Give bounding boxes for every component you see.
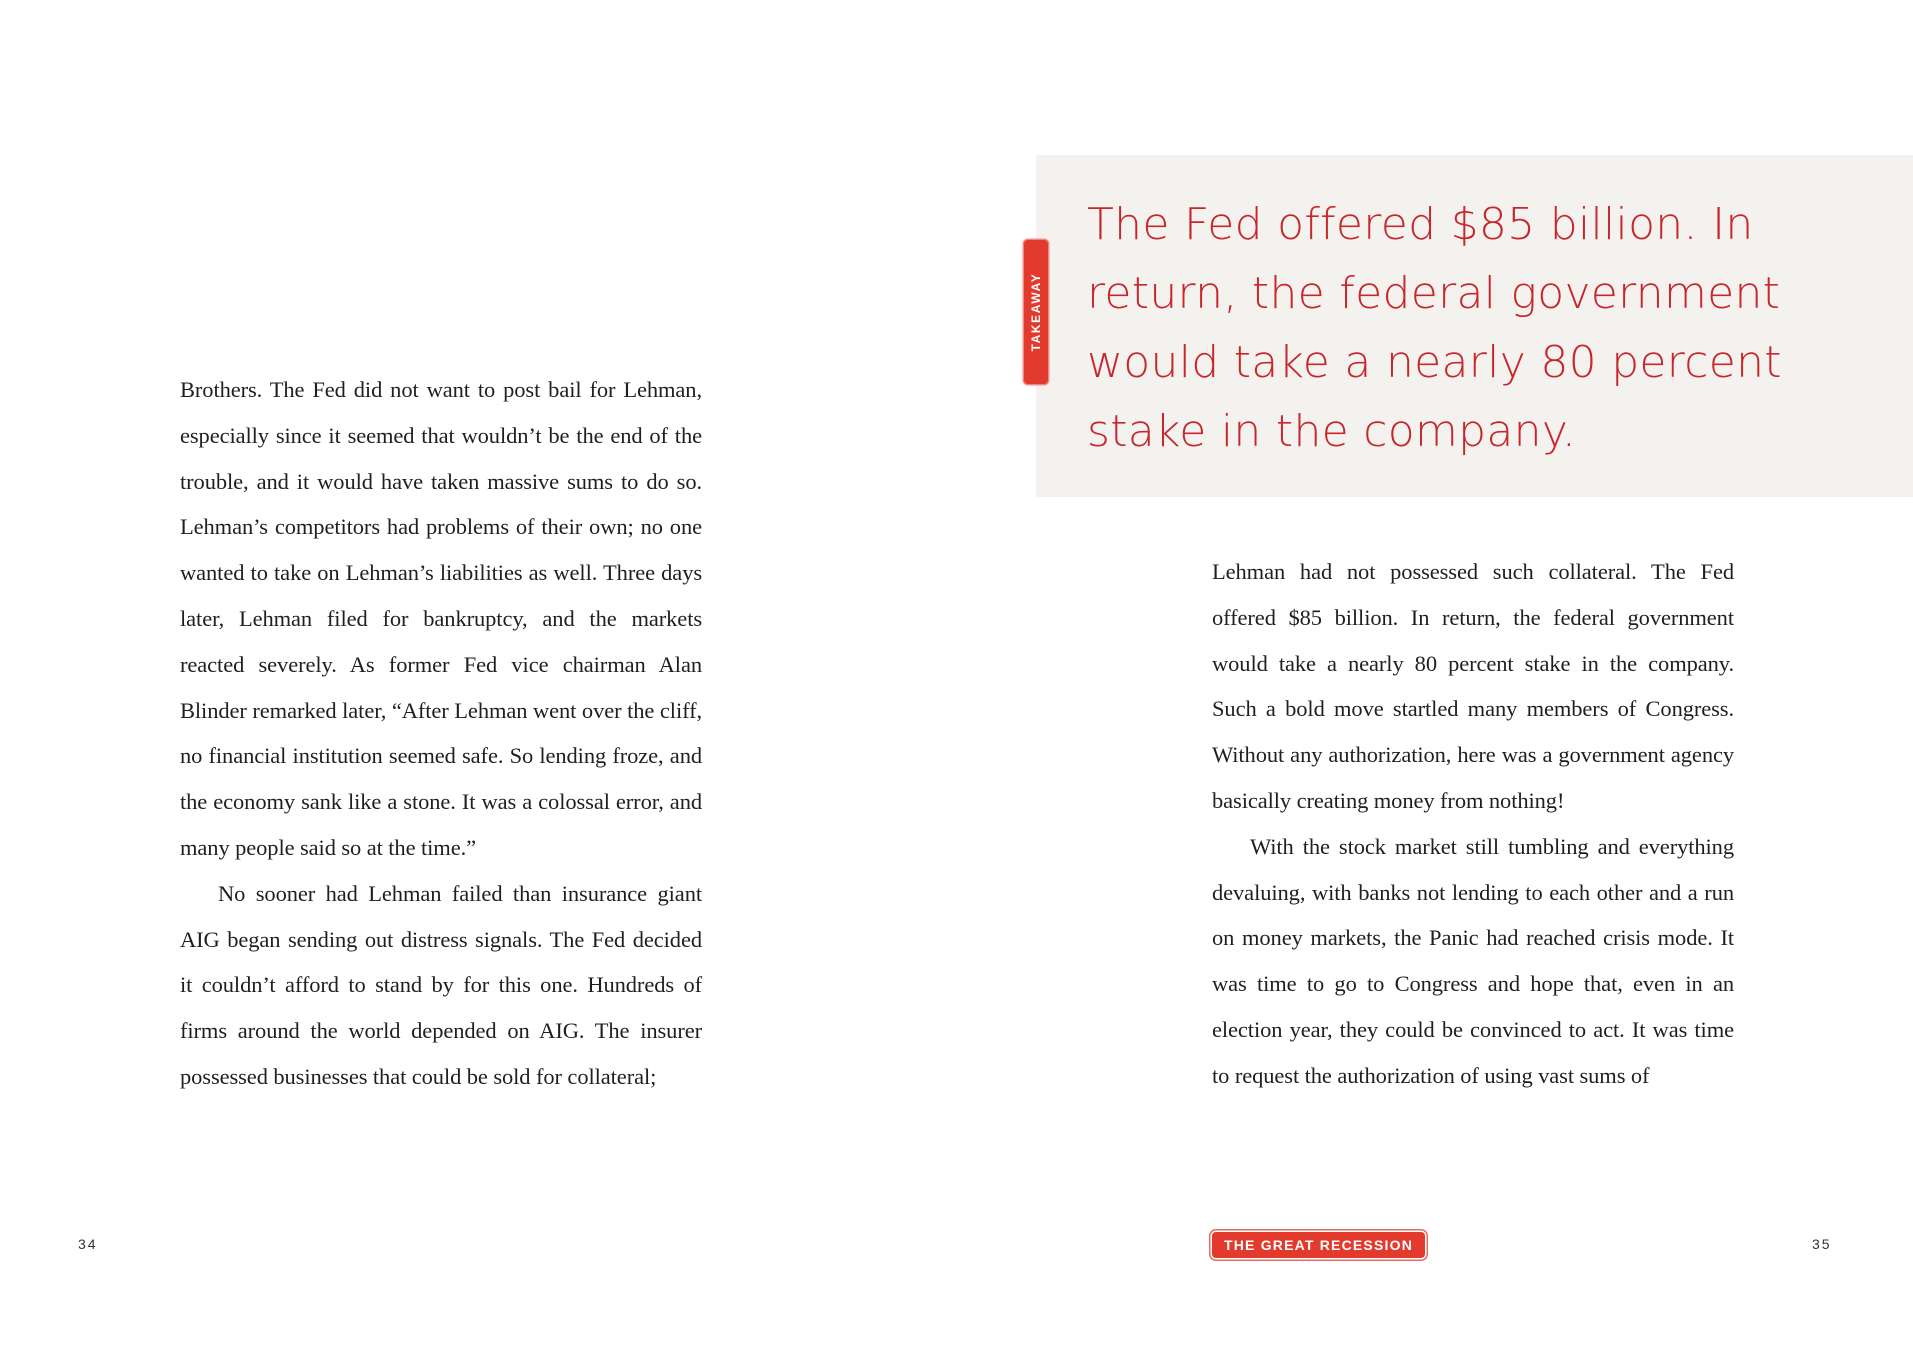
left-paragraph-2: No sooner had Lehman failed than insurance giant AIG began sending out distress signals. The Fed decided it couldn’t afford to stand by for this one. Hundreds of firms around the world depended on AIG. The insurer possessed businesses that could be sold for collateral; (180, 880, 702, 1089)
takeaway-quote: The Fed offered $85 billion. In return, the federal government would take a nearly 80 percent stake in the company. (1087, 199, 1782, 457)
right-paragraph-2: With the stock market still tumbling and everything devaluing, with banks not lending to each other and a run on money markets, the Panic had reached crisis mode. It was time to go to Congress and hope that, even in an election year, they could be convinced to act. It was time to request the authorization of using vast sums of (1212, 833, 1734, 1088)
right-paragraph-1: Lehman had not possessed such collateral. The Fed offered $85 billion. In return, the federal government would take a nearly 80 percent stake in the company. Such a bold move startled many members of Congress. Without any authorization, here was a government agency basically creating money from nothing! (1212, 559, 1734, 813)
takeaway-tab-label: TAKEAWAY (1029, 272, 1043, 352)
takeaway-tab (1024, 240, 1048, 384)
left-page-body (180, 367, 702, 1100)
left-paragraph-1: Brothers. The Fed did not want to post bail for Lehman, especially since it seemed that wouldn’t be the end of the trouble, and it would have taken massive sums to do so. Lehman’s competitors had problems of their own; no one wanted to take on Lehman’s liabilities as well. Three days later, Lehman filed for bankruptcy, and the markets reacted severely. As former Fed vice chairman Alan Blinder remarked later, “After Lehman went over the cliff, no financial institution seemed safe. So lending froze, and the economy sank like a stone. It was a colossal error, and many people said so at the time.” (180, 377, 702, 860)
book-title-badge (1212, 1232, 1425, 1258)
page-number-left: 34 (78, 1236, 98, 1252)
right-page-body (1212, 549, 1734, 1099)
book-title-label: THE GREAT RECESSION (1224, 1237, 1414, 1253)
page-number-right: 35 (1812, 1236, 1832, 1252)
